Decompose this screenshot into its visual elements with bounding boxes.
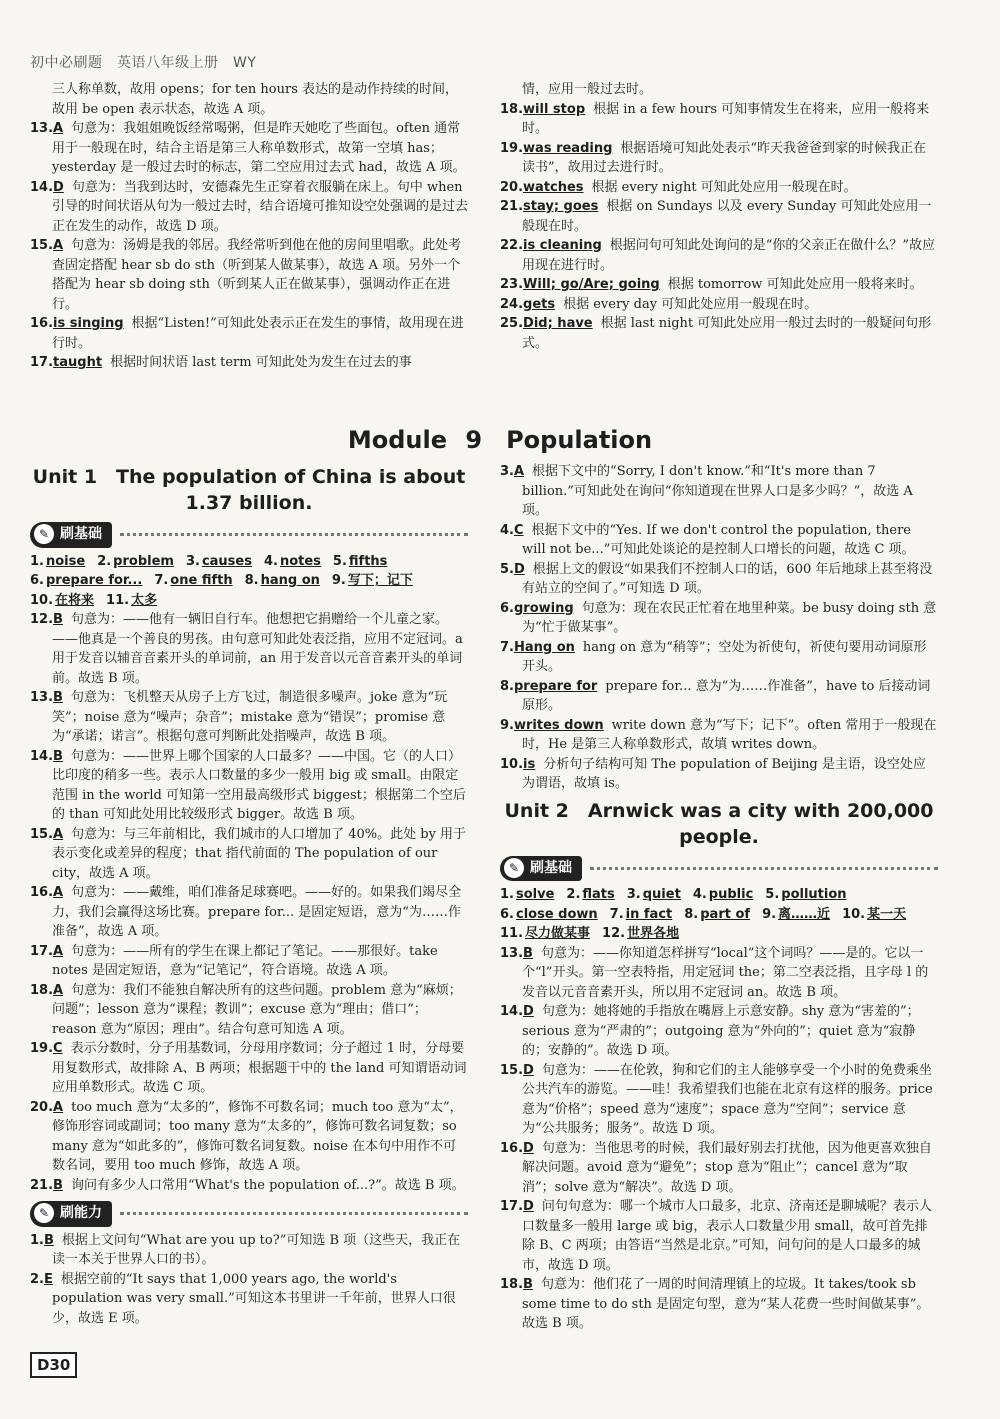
answer-item xyxy=(500,1197,938,1275)
item-explanation: 句意为：——世界上哪个国家的人口最多？——中国。它（的人口）比印度的稍多一些。表示人口数量的多少一般用 big 或 small。由限定范围 in the world 可知第一空用最高级形式 biggest；根据第二个空后的 than 可知此处用比较级形式 bigger。故选 B 项。 xyxy=(52,748,466,822)
item-number: 21. xyxy=(500,199,524,214)
answer-item xyxy=(500,521,938,560)
item-answer: D xyxy=(53,179,64,195)
item-answer: stay; goes xyxy=(523,199,599,214)
item-number: 20. xyxy=(30,1099,54,1115)
item-explanation: 根据时间状语 last term 可知此处为发生在过去的事 xyxy=(110,355,412,370)
item-answer: prepare for xyxy=(513,678,598,694)
item-answer: C xyxy=(53,1041,63,1056)
badge-basic-2: ✎ 刷基础 xyxy=(500,856,938,882)
answer-item xyxy=(30,1231,468,1270)
item-number: 6. xyxy=(500,600,514,616)
item-answer: B xyxy=(53,1177,63,1193)
unit2-fill-answers xyxy=(500,885,938,944)
item-explanation: 根据 on Sundays 以及 every Sunday 可知此处应用一般现在时。 xyxy=(522,199,932,234)
answer-item xyxy=(30,1176,468,1196)
item-number: 4. xyxy=(500,522,514,538)
answer-item xyxy=(500,1002,938,1061)
item-answer: Will; go/Are; going xyxy=(523,277,660,292)
fill-number: 2. xyxy=(97,553,112,569)
item-number: 22. xyxy=(500,238,524,253)
answer-item xyxy=(30,314,468,353)
fill-answer: 太多 xyxy=(131,592,158,608)
fill-line xyxy=(30,591,468,611)
answer-item xyxy=(500,80,938,100)
item-number: 17. xyxy=(30,355,54,370)
answer-item xyxy=(500,716,938,755)
answer-item xyxy=(500,560,938,599)
answer-item xyxy=(500,236,938,275)
fill-answer: solve xyxy=(515,887,555,902)
fill-number: 3. xyxy=(185,553,200,569)
item-number: 15. xyxy=(30,238,54,253)
item-answer: was reading xyxy=(523,140,613,156)
answer-item xyxy=(30,236,468,314)
unit2-title: Unit 2 Arnwick was a city with 200,000 people. xyxy=(504,799,934,848)
item-explanation: 根据空前的“It says that 1,000 years ago, the world's population was very small.”可知这本书里讲一千年前，世界人口很少，故选 E 项。 xyxy=(52,1271,456,1326)
item-explanation: 根据问句可知此处询问的是“你的父亲正在做什么？”故应用现在进行时。 xyxy=(522,238,936,273)
item-number: 14. xyxy=(30,179,54,195)
item-answer: B xyxy=(43,1232,54,1248)
item-number: 5. xyxy=(500,561,514,577)
item-number: 14. xyxy=(500,1004,524,1019)
answer-item xyxy=(500,178,938,198)
item-answer: watches xyxy=(523,179,584,195)
item-number: 25. xyxy=(500,316,524,331)
item-number: 18. xyxy=(500,1277,524,1292)
fill-answer: 世界各地 xyxy=(627,926,680,941)
item-number: 18. xyxy=(500,101,524,117)
fill-number: 1. xyxy=(500,887,514,902)
item-answer: is singing xyxy=(53,316,124,331)
answer-item xyxy=(30,80,468,119)
item-explanation: 句意为：当他思考的时候，我们最好别去打扰他，因为他更喜欢独自解决问题。avoid 意为“避免”；stop 意为“阻止”；cancel 意为“取消”；solve 意为“解决”。故选 D 项。 xyxy=(522,1140,932,1195)
item-explanation: 根据 every day 可知此处应用一般现在时。 xyxy=(563,296,818,312)
item-explanation: hang on 意为“稍等”；空处为祈使句，祈使句要用动词原形开头。 xyxy=(522,639,927,674)
item-explanation: 根据 tomorrow 可知此处应用一般将来时。 xyxy=(667,277,923,292)
item-number: 23. xyxy=(500,277,524,292)
answer-item xyxy=(500,599,938,638)
fill-answer: one fifth xyxy=(170,573,233,588)
item-answer: A xyxy=(53,885,64,900)
answer-item xyxy=(30,981,468,1040)
item-answer: A xyxy=(513,464,525,479)
item-answer: A xyxy=(53,982,64,998)
item-explanation: write down 意为“写下；记下”。often 常用于一般现在时，He 是第三人称单数形式，故填 writes down。 xyxy=(522,717,937,752)
item-number: 16. xyxy=(30,885,54,900)
item-answer: is cleaning xyxy=(523,238,602,253)
item-explanation: 句意为：我姐姐晚饭经常喝粥，但是昨天她吃了些面包。often 通常用于一般现在时，结合主语是第三人称单数形式，故第一空填 has；yesterday 是一般过去时的标志，第二空应用过去式 had，故选 A 项。 xyxy=(52,121,466,175)
item-explanation: 分析句子结构可知 The population of Beijing 是主语，设空处应为谓语，故填 is。 xyxy=(522,756,926,791)
item-explanation: 问句句意为：哪一个城市人口最多，北京、济南还是聊城呢？表示人口数量多一般用 large 或 big，表示人口数量少用 small，故可首先排除 B、C 两项；由答语“当然是北京。”可知，问句问的是人口最多的城市，故选 D 项。 xyxy=(522,1199,932,1273)
item-answer: B xyxy=(53,690,63,705)
fill-answer: 在将来 xyxy=(55,592,95,608)
fill-answer: close down xyxy=(515,906,598,922)
item-explanation: 根据上文的假设“如果我们不控制人口的话，600 年后地球上甚至将没有站立的空间了。”可知选 D 项。 xyxy=(522,561,933,596)
item-answer: D xyxy=(523,1004,534,1019)
fill-answer: notes xyxy=(279,553,321,569)
fill-answer: pollution xyxy=(781,887,847,902)
item-answer: writes down xyxy=(513,717,604,733)
item-number: 21. xyxy=(30,1177,54,1193)
fill-answer: flats xyxy=(582,887,615,902)
fill-number: 4. xyxy=(692,887,707,902)
item-explanation: 根据 last night 可知此处应用一般过去时的一般疑问句形式。 xyxy=(522,316,932,351)
item-explanation: 句意为：——戴维，咱们准备足球赛吧。——好的。如果我们竭尽全力，我们会赢得这场比赛。prepare for... 是固定短语，意为“为……作准备”，故选 A 项。 xyxy=(52,885,462,939)
answer-item xyxy=(500,139,938,178)
fill-number: 3. xyxy=(626,887,641,902)
answer-item xyxy=(500,275,938,295)
item-explanation: 根据上文问句“What are you up to?”可知选 B 项（这些天，我正在读一本关于世界人口的书）。 xyxy=(52,1232,461,1267)
answer-item xyxy=(30,1270,468,1329)
fill-answer: 离……近 xyxy=(778,906,831,922)
item-answer: gets xyxy=(523,296,556,312)
item-answer: E xyxy=(43,1271,53,1287)
fill-answer: in fact xyxy=(625,906,673,922)
item-explanation: 句意为：现在农民正忙着在地里种菜。be busy doing sth 意为“忙于做某事”。 xyxy=(522,600,937,635)
answer-item xyxy=(500,1061,938,1139)
answer-item xyxy=(500,314,938,353)
fill-answer: 尽力做某事 xyxy=(525,926,591,941)
item-explanation: 根据下文中的“Sorry, I don't know.”和“It's more than 7 billion.”可知此处在询问“你知道现在世界人口是多少吗？”，故选 A 项。 xyxy=(522,464,913,518)
fill-number: 1. xyxy=(30,553,44,569)
answer-item xyxy=(30,1039,468,1098)
item-answer: Hang on xyxy=(513,639,575,655)
answer-item xyxy=(30,825,468,884)
item-explanation: 句意为：当我到达时，安德森先生正穿着衣服躺在床上。句中 when 引导的时间状语从句为一般过去时，结合语境可推知设空处强调的是过去正在发生的动作，故选 D 项。 xyxy=(52,179,469,234)
answer-item xyxy=(500,1275,938,1334)
item-answer: C xyxy=(513,522,524,538)
answer-item xyxy=(500,755,938,794)
item-explanation: 句意为：——他有一辆旧自行车。他想把它捐赠给一个儿童之家。——他真是一个善良的男孩。由句意可知此处表泛指，应用不定冠词。a 用于发音以辅音音素开头的单词前，an 用于发音以元音音素开头的单词前。故选 B 项。 xyxy=(52,612,463,686)
top-left-column xyxy=(30,80,468,373)
item-number: 7. xyxy=(500,639,514,655)
fill-answer: public xyxy=(708,887,754,902)
left-column xyxy=(30,460,468,1328)
item-number: 13. xyxy=(500,945,524,961)
item-answer: D xyxy=(523,1199,534,1214)
fill-answer: 某一天 xyxy=(867,906,907,922)
item-explanation: 句意为：飞机整天从房子上方飞过，制造很多噪声。joke 意为“玩笑”；noise 意为“噪声；杂音”；mistake 意为“错误”；promise 意为“承诺；诺言”。根据句意可判断此处指噪声，故选 B 项。 xyxy=(52,690,448,744)
pen-icon: ✎ xyxy=(504,858,524,878)
fill-number: 11. xyxy=(106,592,130,608)
item-answer: A xyxy=(53,238,64,253)
fill-number: 10. xyxy=(842,906,866,922)
fill-number: 6. xyxy=(500,906,514,922)
fill-answer: problem xyxy=(113,553,174,569)
item-explanation: 询问有多少人口常用“What's the population of...?”。故选 B 项。 xyxy=(70,1177,465,1193)
unit1-title: Unit 1 The population of China is about 1.37 billion. xyxy=(32,466,466,514)
item-number: 19. xyxy=(30,1041,54,1056)
unit1-answers xyxy=(30,610,468,1195)
item-number: 2. xyxy=(30,1271,44,1287)
answer-item xyxy=(30,178,468,237)
answer-item xyxy=(500,944,938,1003)
item-number: 24. xyxy=(500,296,524,312)
item-explanation: 句意为：——你知道怎样拼写“local”这个词吗？——是的。它以一个“l”开头。第一空表特指，用定冠词 the；第二空表泛指，且字母 l 的发音以元音音素开头，所以用不定冠词 an。故选 B 项。 xyxy=(522,945,929,1000)
answer-item xyxy=(30,1098,468,1176)
unit2-answers xyxy=(500,944,938,1334)
page-number: D30 xyxy=(30,1352,77,1378)
item-explanation: 句意为：与三年前相比，我们城市的人口增加了 40%。此处 by 用于表示变化或差异的程度；that 指代前面的 The population of our city，故选 A 项。 xyxy=(52,826,467,881)
item-number: 15. xyxy=(30,826,54,842)
item-number: 12. xyxy=(30,612,54,627)
item-number: 17. xyxy=(30,943,54,959)
item-answer: will stop xyxy=(523,101,586,117)
item-number: 19. xyxy=(500,140,524,156)
answer-item xyxy=(30,353,468,373)
pen-icon: ✎ xyxy=(34,1203,54,1223)
fill-number: 5. xyxy=(765,887,780,902)
answer-item xyxy=(30,883,468,942)
unit1-fill-answers xyxy=(30,552,468,611)
item-explanation: 句意为：汤姆是我的邻居。我经常听到他在他的房间里唱歌。此处考查固定搭配 hear sb do sth（听到某人做某事），故选 A 项。另外一个搭配为 hear sb doing sth（听到某人正在做某事），强调动作正在进行。 xyxy=(52,238,462,312)
fill-line xyxy=(30,571,468,591)
item-explanation: 句意为：——在伦敦，狗和它们的主人能够享受一个小时的免费乘坐公共汽车的游览。——哇！我希望我们也能在北京有这样的服务。price 意为“价格”；speed 意为“速度”；space 意为“空间”；service 意为“公共服务；服务”。故选 D 项。 xyxy=(522,1062,933,1136)
answer-item xyxy=(500,197,938,236)
fill-number: 5. xyxy=(332,553,347,569)
item-explanation: 句意为：——所有的学生在课上都记了笔记。——那很好。take notes 是固定短语，意为“记笔记”，符合语境。故选 A 项。 xyxy=(52,943,438,978)
fill-line xyxy=(500,924,938,944)
item-explanation: 根据下文中的“Yes. If we don't control the population, there will not be...”可知此处谈论的是控制人口增长的问题，故选 C 项。 xyxy=(522,522,915,557)
fill-number: 4. xyxy=(263,553,278,569)
item-number: 10. xyxy=(500,756,524,772)
item-answer: is xyxy=(523,756,536,772)
fill-number: 6. xyxy=(30,573,44,588)
fill-answer: causes xyxy=(201,553,252,569)
fill-number: 2. xyxy=(566,887,581,902)
item-explanation: 根据“Listen!”可知此处表示正在发生的事情，故用现在进行时。 xyxy=(52,316,464,351)
item-explanation: 句意为：她将她的手指放在嘴唇上示意安静。shy 意为“害羞的”；serious 意为“严肃的”；outgoing 意为“外向的”；quiet 意为“寂静的；安静的”。故选 D 项。 xyxy=(522,1004,920,1058)
answer-item xyxy=(30,119,468,178)
item-explanation: 根据 every night 可知此处应用一般现在时。 xyxy=(591,179,857,195)
item-answer: A xyxy=(53,943,64,959)
item-number: 16. xyxy=(30,316,54,331)
item-explanation: 句意为：他们花了一周的时间清理镇上的垃圾。It takes/took sb some time to do sth 是固定句型，意为“某人花费一些时间做某事”。故选 B 项。 xyxy=(522,1277,930,1331)
right-column xyxy=(500,462,938,1334)
item-number: 1. xyxy=(30,1232,44,1248)
item-answer: B xyxy=(53,748,63,764)
unit1-ability-answers xyxy=(30,1231,468,1329)
item-answer: B xyxy=(53,612,63,627)
fill-number: 9. xyxy=(331,573,346,588)
item-number: 18. xyxy=(30,982,54,998)
fill-answer: hang on xyxy=(260,573,320,588)
item-number: 13. xyxy=(30,121,54,136)
item-explanation: 情，应用一般过去时。 xyxy=(522,82,653,97)
item-answer: B xyxy=(523,945,533,961)
item-explanation: 三人称单数，故用 opens；for ten hours 表达的是动作持续的时间，故用 be open 表示状态，故选 A 项。 xyxy=(52,82,459,117)
fill-answer: quiet xyxy=(642,887,681,902)
answer-item xyxy=(30,610,468,688)
item-number: 8. xyxy=(500,678,514,694)
unit1-ability-answers-cont xyxy=(500,462,938,794)
item-answer: Did; have xyxy=(523,316,593,331)
item-explanation: too much 意为“太多的”，修饰不可数名词；much too 意为“太”，修饰形容词或副词；too many 意为“太多的”，修饰可数名词复数；so many 意为“如此多的”，修饰可数名词复数。noise 在本句中用作不可数名词，要用 too much 修饰，故选 A 项。 xyxy=(52,1099,463,1173)
item-answer: growing xyxy=(513,600,574,616)
fill-answer: part of xyxy=(700,906,751,922)
item-answer: A xyxy=(53,1099,64,1115)
item-explanation: prepare for... 意为“为……作准备”，have to 后接动词原形。 xyxy=(522,678,931,713)
top-right-column xyxy=(500,80,938,353)
item-number: 17. xyxy=(500,1199,524,1214)
fill-answer: fifths xyxy=(348,553,388,569)
fill-number: 8. xyxy=(684,906,699,922)
fill-line xyxy=(500,885,938,905)
answer-item xyxy=(500,100,938,139)
item-answer: taught xyxy=(53,355,103,370)
item-answer: D xyxy=(523,1140,534,1156)
answer-item xyxy=(30,942,468,981)
fill-number: 8. xyxy=(244,573,259,588)
fill-number: 10. xyxy=(30,592,54,608)
item-number: 16. xyxy=(500,1140,524,1156)
fill-number: 7. xyxy=(154,573,169,588)
page-header: 初中必刷题 英语八年级上册 WY xyxy=(30,55,257,71)
item-explanation: 句意为：我们不能独自解决所有的这些问题。problem 意为“麻烦；问题”；lesson 意为“课程；教训”；excuse 意为“理由；借口”；reason 意为“原因；理由”。结合句意可知选 A 项。 xyxy=(52,982,462,1037)
item-answer: D xyxy=(523,1062,534,1078)
answer-item xyxy=(500,638,938,677)
pen-icon: ✎ xyxy=(34,524,54,544)
item-answer: A xyxy=(53,121,64,136)
fill-number: 7. xyxy=(609,906,624,922)
item-explanation: 表示分数时，分子用基数词，分母用序数词；分子超过 1 时，分母要用复数形式，故排除 A、B 两项；根据题干中的 the land 可知谓语动词应用单数形式。故选 C 项。 xyxy=(52,1041,467,1095)
fill-line xyxy=(30,552,468,572)
badge-basic: ✎ 刷基础 xyxy=(30,522,468,548)
item-explanation: 根据语境可知此处表示“昨天我爸爸到家的时候我正在读书”，故用过去进行时。 xyxy=(522,140,927,175)
fill-answer: prepare for... xyxy=(45,573,143,588)
item-answer: B xyxy=(523,1277,533,1292)
module-title: Module 9 Population xyxy=(347,426,653,454)
fill-answer: 写下；记下 xyxy=(347,573,413,588)
fill-number: 12. xyxy=(602,926,626,941)
item-number: 15. xyxy=(500,1062,524,1078)
fill-answer: noise xyxy=(45,553,86,569)
badge-ability: ✎ 刷能力 xyxy=(30,1201,468,1227)
item-number: 13. xyxy=(30,690,54,705)
answer-item xyxy=(500,677,938,716)
item-answer: D xyxy=(513,561,525,577)
answer-item xyxy=(30,688,468,747)
item-number: 20. xyxy=(500,179,524,195)
item-number: 3. xyxy=(500,464,514,479)
answer-item xyxy=(500,1139,938,1198)
answer-item xyxy=(500,295,938,315)
item-explanation: 根据 in a few hours 可知事情发生在将来，应用一般将来时。 xyxy=(522,101,930,136)
fill-number: 11. xyxy=(500,926,524,941)
answer-item xyxy=(500,462,938,521)
answer-item xyxy=(30,747,468,825)
item-number: 9. xyxy=(500,717,514,733)
item-answer: A xyxy=(53,826,64,842)
fill-line xyxy=(500,905,938,925)
fill-number: 9. xyxy=(762,906,777,922)
item-number: 14. xyxy=(30,748,54,764)
